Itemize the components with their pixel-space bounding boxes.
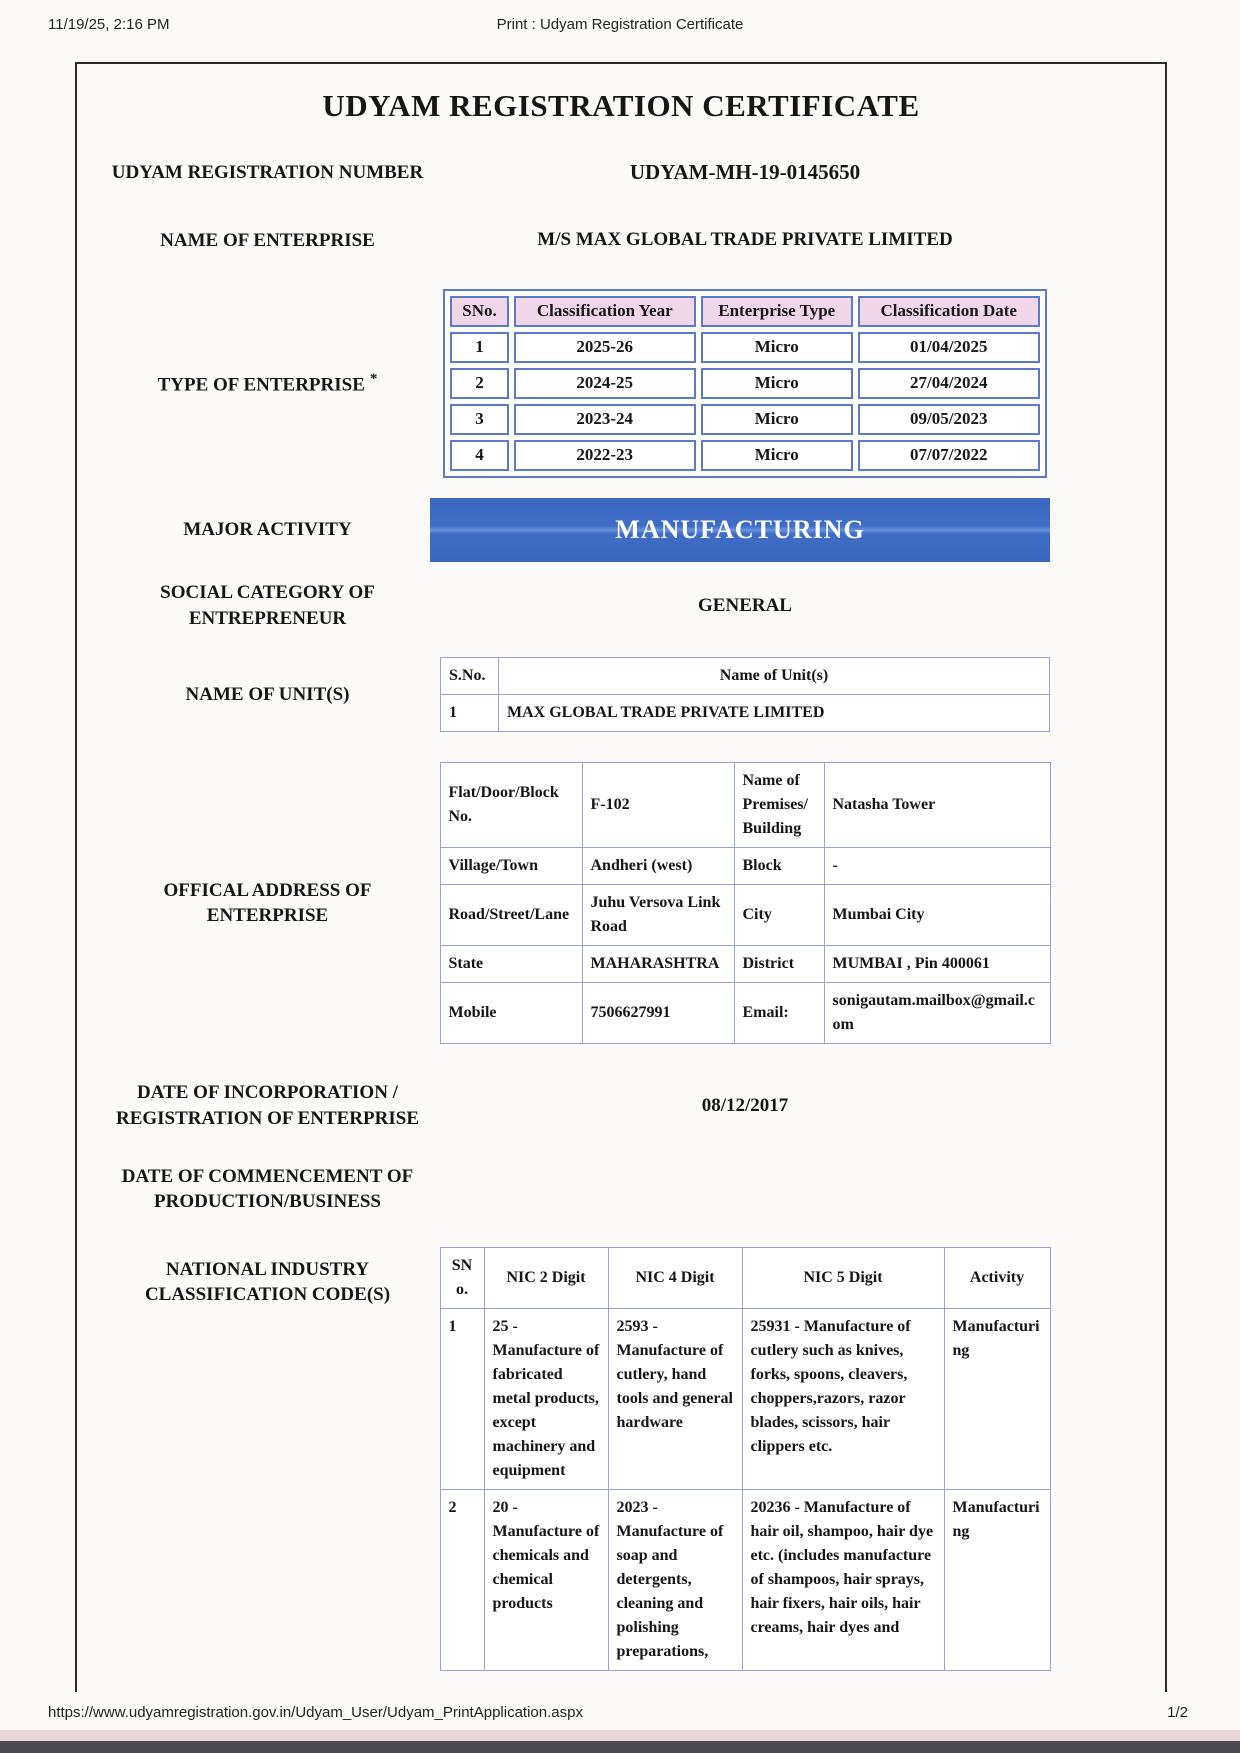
nic-col-activity: Activity [944,1247,1050,1308]
cell-year: 2025-26 [514,332,696,363]
cell-value: - [824,848,1050,885]
print-footer [0,1704,1240,1726]
print-footer-url: https://www.udyamregistration.gov.in/Udyam_User/Udyam_PrintApplication.aspx [48,1704,583,1721]
cell-type: Micro [701,368,853,399]
cell-value: F-102 [582,763,734,848]
cell-value: sonigautam.mailbox@gmail.com [824,983,1050,1044]
cell-key: Mobile [440,983,582,1044]
social-category-label: SOCIAL CATEGORY OF ENTREPRENEUR [160,581,375,629]
nic-col-sno: SNo. [440,1247,484,1308]
cell-activity: Manufacturing [944,1308,1050,1489]
classification-header-row [450,296,1039,327]
table-row [440,885,1050,946]
registration-number-label: UDYAM REGISTRATION NUMBER [111,162,424,183]
cell-type: Micro [701,404,853,435]
cell-key: Name of Premises/ Building [734,763,824,848]
nic-col-4digit: NIC 4 Digit [608,1247,742,1308]
cell-key: Block [734,848,824,885]
registration-number-value: UDYAM-MH-19-0145650 [629,160,861,185]
classification-col-year: Classification Year [514,296,696,327]
cell-unit-name: MAX GLOBAL TRADE PRIVATE LIMITED [499,695,1050,732]
cell-sno: 1 [440,1308,484,1489]
table-row [450,332,1039,363]
scan-edge-light-band [0,1730,1240,1741]
cell-value: Andheri (west) [582,848,734,885]
cell-date: 01/04/2025 [858,332,1040,363]
major-activity-label: MAJOR ACTIVITY [183,519,352,541]
units-row [95,657,1147,732]
cell-value: Juhu Versova Link Road [582,885,734,946]
type-of-enterprise-row [95,289,1147,478]
table-row [440,848,1050,885]
incorporation-date-value: 08/12/2017 [701,1094,789,1116]
address-label: OFFICAL ADDRESS OF ENTERPRISE [163,879,372,927]
print-header [0,16,1240,40]
table-row [440,983,1050,1044]
cell-sno: 4 [450,440,508,471]
cell-key: Village/Town [440,848,582,885]
classification-col-type: Enterprise Type [701,296,853,327]
cell-nic2: 20 - Manufacture of chemicals and chemical products [484,1489,608,1670]
type-of-enterprise-label: TYPE OF ENTERPRISE * [157,371,378,396]
enterprise-name-row [95,228,1147,254]
cell-type: Micro [701,440,853,471]
table-row [450,368,1039,399]
cell-value: Mumbai City [824,885,1050,946]
nic-col-2digit: NIC 2 Digit [484,1247,608,1308]
cell-nic5: 20236 - Manufacture of hair oil, shampoo, hair dye etc. (includes manufacture of shampoos, hair sprays, hair fixers, hair oils, hair creams, hair dyes and [742,1489,944,1670]
table-row [450,440,1039,471]
registration-number-row [95,160,1147,186]
enterprise-name-value: M/S MAX GLOBAL TRADE PRIVATE LIMITED [537,229,953,251]
cell-nic4: 2023 - Manufacture of soap and detergents, cleaning and polishing preparations, [608,1489,742,1670]
print-datetime: 11/19/25, 2:16 PM [48,16,170,33]
cell-date: 07/07/2022 [858,440,1040,471]
certificate-box [75,62,1167,1692]
cell-year: 2022-23 [514,440,696,471]
cell-value: MUMBAI , Pin 400061 [824,946,1050,983]
enterprise-name-label: NAME OF ENTERPRISE [160,229,375,251]
cell-year: 2023-24 [514,404,696,435]
cell-date: 09/05/2023 [858,404,1040,435]
table-row [440,946,1050,983]
cell-year: 2024-25 [514,368,696,399]
cell-date: 27/04/2024 [858,368,1040,399]
major-activity-row [95,498,1147,562]
social-category-row [95,580,1147,631]
cell-sno: 2 [450,368,508,399]
table-row [441,695,1050,732]
address-row [95,762,1147,1044]
classification-col-sno: SNo. [450,296,508,327]
scan-edge-dark-band [0,1741,1240,1753]
classification-table [443,289,1046,478]
major-activity-banner [430,498,1050,562]
major-activity-value: MANUFACTURING [615,514,865,544]
table-row [440,763,1050,848]
cell-sno: 1 [441,695,499,732]
units-label: NAME OF UNIT(S) [185,683,350,705]
units-col-sno: S.No. [441,658,499,695]
address-table [440,762,1051,1044]
units-header-row [441,658,1050,695]
print-page-number: 1/2 [1167,1704,1188,1721]
cell-key: Road/Street/Lane [440,885,582,946]
cell-nic2: 25 - Manufacture of fabricated metal products, except machinery and equipment [484,1308,608,1489]
units-table [440,657,1050,732]
nic-row [95,1247,1147,1671]
cell-sno: 2 [440,1489,484,1670]
cell-type: Micro [701,332,853,363]
table-row [450,404,1039,435]
cell-key: Flat/Door/Block No. [440,763,582,848]
cell-sno: 1 [450,332,508,363]
asterisk-mark: * [369,371,378,388]
nic-label: NATIONAL INDUSTRY CLASSIFICATION CODE(S) [144,1258,391,1306]
certificate-title: UDYAM REGISTRATION CERTIFICATE [322,88,920,123]
cell-value: MAHARASHTRA [582,946,734,983]
cell-value: Natasha Tower [824,763,1050,848]
cell-activity: Manufacturing [944,1489,1050,1670]
incorporation-date-label: DATE OF INCORPORATION / REGISTRATION OF ENTERPRISE [115,1082,419,1129]
cell-sno: 3 [450,404,508,435]
units-col-name: Name of Unit(s) [499,658,1050,695]
social-category-value: GENERAL [698,594,792,616]
table-row [440,1489,1050,1670]
incorporation-date-row [95,1080,1147,1131]
cell-key: District [734,946,824,983]
print-page-title: Print : Udyam Registration Certificate [496,16,744,33]
cell-key: State [440,946,582,983]
commencement-date-label: DATE OF COMMENCEMENT OF PRODUCTION/BUSINESS [121,1165,414,1213]
cell-nic5: 25931 - Manufacture of cutlery such as knives, forks, spoons, cleavers, choppers,razors, razor blades, scissors, hair clippers etc. [742,1308,944,1489]
nic-header-row [440,1247,1050,1308]
commencement-date-row [95,1164,1147,1215]
cell-value: 7506627991 [582,983,734,1044]
cell-key: Email: [734,983,824,1044]
nic-col-5digit: NIC 5 Digit [742,1247,944,1308]
table-row [440,1308,1050,1489]
nic-table [440,1247,1051,1671]
cell-nic4: 2593 - Manufacture of cutlery, hand tools and general hardware [608,1308,742,1489]
classification-col-date: Classification Date [858,296,1040,327]
cell-key: City [734,885,824,946]
